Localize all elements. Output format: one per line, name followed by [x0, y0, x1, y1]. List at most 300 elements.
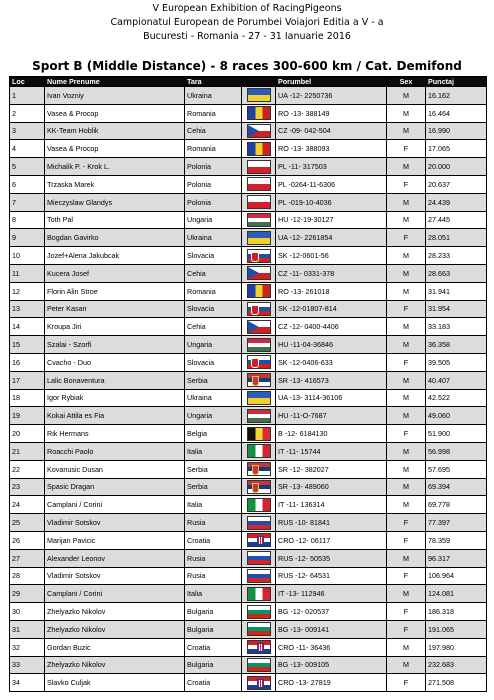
serbia-flag-icon [247, 462, 271, 476]
cell-loc: 10 [10, 247, 45, 265]
russia-flag-icon [247, 551, 271, 565]
cell-loc: 27 [10, 549, 45, 567]
cell-punctaj: 31.954 [426, 300, 487, 318]
cell-flag [242, 674, 276, 692]
table-row [10, 264, 487, 282]
table-row [10, 531, 487, 549]
cell-flag [242, 371, 276, 389]
cell-porumbel: HU -11-O-7687 [276, 407, 387, 425]
cell-porumbel: PL -019-10-4036 [276, 193, 387, 211]
table-row [10, 104, 487, 122]
italy-flag-icon [247, 498, 271, 512]
italy-flag-icon [247, 444, 271, 458]
cell-porumbel: RO -13- 261018 [276, 282, 387, 300]
cell-sex: F [387, 674, 426, 692]
cell-porumbel: CRO -12- 06117 [276, 531, 387, 549]
cell-loc: 30 [10, 603, 45, 621]
cell-flag [242, 585, 276, 603]
cell-sex: M [387, 158, 426, 176]
table-header-row [10, 77, 487, 87]
cell-punctaj: 191.065 [426, 620, 487, 638]
cell-flag [242, 656, 276, 674]
cell-flag [242, 514, 276, 532]
bulgaria-flag-icon [247, 658, 271, 672]
cell-punctaj: 69.778 [426, 496, 487, 514]
bulgaria-flag-icon [247, 622, 271, 636]
document-header [0, 0, 494, 46]
cell-loc: 23 [10, 478, 45, 496]
table-row [10, 567, 487, 585]
table-row [10, 87, 487, 105]
cell-tara: Ukraina [185, 389, 242, 407]
cell-tara: Italia [185, 496, 242, 514]
cell-loc: 3 [10, 122, 45, 140]
cell-sex: M [387, 211, 426, 229]
cell-punctaj: 33.183 [426, 318, 487, 336]
slovakia-flag-icon [247, 355, 271, 369]
cell-nume: Toth Pal [45, 211, 185, 229]
cell-flag [242, 175, 276, 193]
cell-punctaj: 28.233 [426, 247, 487, 265]
serbia-flag-icon [247, 480, 271, 494]
cell-sex: F [387, 603, 426, 621]
cell-flag [242, 336, 276, 354]
cell-tara: Romania [185, 104, 242, 122]
cell-porumbel: HU -12-19-30127 [276, 211, 387, 229]
cell-nume: Ivan Vozniy [45, 87, 185, 105]
cell-porumbel: CZ -11- 0331-378 [276, 264, 387, 282]
czech-flag-icon [247, 124, 271, 138]
cell-punctaj: 31.941 [426, 282, 487, 300]
czech-flag-icon [247, 320, 271, 334]
cell-sex: M [387, 87, 426, 105]
cell-nume: Rik Hermans [45, 425, 185, 443]
cell-nume: Michalik P. - Krok L. [45, 158, 185, 176]
cell-loc: 12 [10, 282, 45, 300]
table-row [10, 229, 487, 247]
cell-flag [242, 140, 276, 158]
cell-loc: 33 [10, 656, 45, 674]
cell-tara: Cehia [185, 122, 242, 140]
cell-porumbel: IT -13- 112946 [276, 585, 387, 603]
cell-porumbel: SK -12-01807-814 [276, 300, 387, 318]
cell-nume: Zhelyazko Nikolov [45, 656, 185, 674]
cell-tara: Italia [185, 585, 242, 603]
cell-punctaj: 78.359 [426, 531, 487, 549]
cell-loc: 13 [10, 300, 45, 318]
cell-punctaj: 20.637 [426, 175, 487, 193]
cell-loc: 6 [10, 175, 45, 193]
cell-tara: Slovacia [185, 353, 242, 371]
cell-punctaj: 197.980 [426, 638, 487, 656]
cell-tara: Croatia [185, 531, 242, 549]
cell-nume: Igor Rybiak [45, 389, 185, 407]
cell-nume: Mieczyslaw Glandys [45, 193, 185, 211]
column-header-flag [242, 77, 276, 87]
table-row [10, 514, 487, 532]
cell-loc: 8 [10, 211, 45, 229]
cell-porumbel: PL -0264-11-6306 [276, 175, 387, 193]
cell-punctaj: 42.522 [426, 389, 487, 407]
cell-sex: F [387, 425, 426, 443]
cell-porumbel: UA -13- 3114-36106 [276, 389, 387, 407]
table-row [10, 460, 487, 478]
cell-nume: Kucera Josef [45, 264, 185, 282]
table-row [10, 193, 487, 211]
table-row [10, 282, 487, 300]
column-header-sex: Sex [387, 77, 426, 87]
cell-nume: Peter Kasan [45, 300, 185, 318]
cell-porumbel: BG -12- 020537 [276, 603, 387, 621]
cell-nume: Cvacho - Duo [45, 353, 185, 371]
cell-flag [242, 158, 276, 176]
cell-sex: F [387, 531, 426, 549]
cell-punctaj: 16.464 [426, 104, 487, 122]
cell-loc: 31 [10, 620, 45, 638]
cell-porumbel: RO -13- 388149 [276, 104, 387, 122]
cell-punctaj: 51.900 [426, 425, 487, 443]
cell-flag [242, 603, 276, 621]
cell-nume: Vasea & Procop [45, 104, 185, 122]
cell-loc: 17 [10, 371, 45, 389]
cell-loc: 28 [10, 567, 45, 585]
cell-sex: F [387, 567, 426, 585]
ukraine-flag-icon [247, 391, 271, 405]
table-row [10, 656, 487, 674]
results-title: Sport B (Middle Distance) - 8 races 300-600 km / Cat. Demifond [32, 59, 462, 73]
table-row [10, 122, 487, 140]
cell-punctaj: 271.508 [426, 674, 487, 692]
cell-porumbel: UA -12- 2261854 [276, 229, 387, 247]
cell-tara: Polonia [185, 158, 242, 176]
cell-punctaj: 27.445 [426, 211, 487, 229]
cell-nume: Jozef+Alena Jakubcak [45, 247, 185, 265]
romania-flag-icon [247, 106, 271, 120]
cell-sex: M [387, 104, 426, 122]
cell-loc: 5 [10, 158, 45, 176]
cell-sex: M [387, 442, 426, 460]
cell-loc: 14 [10, 318, 45, 336]
table-row [10, 353, 487, 371]
cell-flag [242, 122, 276, 140]
cell-tara: Croatia [185, 638, 242, 656]
slovakia-flag-icon [247, 302, 271, 316]
cell-loc: 16 [10, 353, 45, 371]
cell-nume: Zhelyazko Nikolov [45, 603, 185, 621]
cell-sex: M [387, 282, 426, 300]
cell-tara: Cehia [185, 318, 242, 336]
table-row [10, 549, 487, 567]
cell-tara: Bulgaria [185, 656, 242, 674]
cell-tara: Italia [185, 442, 242, 460]
cell-punctaj: 20.000 [426, 158, 487, 176]
cell-punctaj: 17.065 [426, 140, 487, 158]
cell-sex: F [387, 140, 426, 158]
table-row [10, 300, 487, 318]
cell-tara: Ungaria [185, 407, 242, 425]
table-row [10, 638, 487, 656]
italy-flag-icon [247, 587, 271, 601]
cell-nume: Marijan Pavicic [45, 531, 185, 549]
cell-tara: Rusia [185, 567, 242, 585]
cell-loc: 32 [10, 638, 45, 656]
cell-nume: Zhelyazko Nikolov [45, 620, 185, 638]
cell-flag [242, 193, 276, 211]
cell-sex: M [387, 318, 426, 336]
cell-punctaj: 232.683 [426, 656, 487, 674]
cell-punctaj: 57.695 [426, 460, 487, 478]
serbia-flag-icon [247, 373, 271, 387]
cell-sex: F [387, 353, 426, 371]
cell-flag [242, 638, 276, 656]
bulgaria-flag-icon [247, 605, 271, 619]
cell-porumbel: CZ -09- 042-504 [276, 122, 387, 140]
cell-loc: 25 [10, 514, 45, 532]
ukraine-flag-icon [247, 88, 271, 102]
cell-punctaj: 124.081 [426, 585, 487, 603]
cell-tara: Bulgaria [185, 603, 242, 621]
cell-sex: M [387, 247, 426, 265]
cell-nume: Slavko Culjak [45, 674, 185, 692]
cell-nume: Kovanusic Dusan [45, 460, 185, 478]
cell-flag [242, 247, 276, 265]
cell-loc: 19 [10, 407, 45, 425]
cell-nume: Spasic Dragan [45, 478, 185, 496]
cell-loc: 22 [10, 460, 45, 478]
cell-flag [242, 211, 276, 229]
cell-nume: Bogdan Gavirko [45, 229, 185, 247]
cell-tara: Ukraina [185, 229, 242, 247]
table-row [10, 247, 487, 265]
cell-nume: Florin Alin Stroe [45, 282, 185, 300]
cell-tara: Croatia [185, 674, 242, 692]
results-table [9, 76, 487, 692]
cell-tara: Ungaria [185, 211, 242, 229]
cell-sex: F [387, 514, 426, 532]
cell-punctaj: 28.051 [426, 229, 487, 247]
cell-loc: 24 [10, 496, 45, 514]
table-row [10, 211, 487, 229]
cell-sex: M [387, 656, 426, 674]
cell-porumbel: CRO -11- 36436 [276, 638, 387, 656]
poland-flag-icon [247, 160, 271, 174]
table-row [10, 478, 487, 496]
column-header-punctaj: Punctaj [426, 77, 487, 87]
cell-porumbel: BG -13- 009141 [276, 620, 387, 638]
table-row [10, 425, 487, 443]
poland-flag-icon [247, 177, 271, 191]
cell-sex: M [387, 478, 426, 496]
cell-sex: M [387, 336, 426, 354]
table-row [10, 674, 487, 692]
cell-loc: 9 [10, 229, 45, 247]
header-line-1: V European Exhibition of RacingPigeons [152, 3, 342, 14]
cell-tara: Rusia [185, 514, 242, 532]
table-row [10, 442, 487, 460]
cell-punctaj: 24.439 [426, 193, 487, 211]
cell-porumbel: UA -12- 2250736 [276, 87, 387, 105]
cell-sex: F [387, 229, 426, 247]
cell-flag [242, 264, 276, 282]
cell-flag [242, 549, 276, 567]
column-header-nume: Nume Prenume [45, 77, 185, 87]
cell-porumbel: SR -12- 382027 [276, 460, 387, 478]
cell-flag [242, 353, 276, 371]
cell-porumbel: IT -11- 136314 [276, 496, 387, 514]
cell-sex: M [387, 407, 426, 425]
cell-nume: Gordan Buzic [45, 638, 185, 656]
cell-sex: M [387, 638, 426, 656]
cell-sex: M [387, 460, 426, 478]
cell-porumbel: SR -13- 489060 [276, 478, 387, 496]
cell-punctaj: 16.990 [426, 122, 487, 140]
table-row [10, 158, 487, 176]
cell-loc: 4 [10, 140, 45, 158]
cell-sex: M [387, 371, 426, 389]
cell-tara: Polonia [185, 175, 242, 193]
cell-tara: Rusia [185, 549, 242, 567]
cell-tara: Ungaria [185, 336, 242, 354]
cell-porumbel: IT -11- 15744 [276, 442, 387, 460]
cell-porumbel: HU -11-04-36846 [276, 336, 387, 354]
cell-flag [242, 442, 276, 460]
cell-porumbel: B -12- 6184130 [276, 425, 387, 443]
cell-flag [242, 407, 276, 425]
cell-flag [242, 531, 276, 549]
cell-punctaj: 186.318 [426, 603, 487, 621]
cell-flag [242, 282, 276, 300]
table-row [10, 620, 487, 638]
cell-loc: 26 [10, 531, 45, 549]
cell-loc: 21 [10, 442, 45, 460]
table-row [10, 175, 487, 193]
table-row [10, 496, 487, 514]
romania-flag-icon [247, 142, 271, 156]
cell-porumbel: RUS -10- 81841 [276, 514, 387, 532]
cell-loc: 15 [10, 336, 45, 354]
cell-punctaj: 56.998 [426, 442, 487, 460]
cell-flag [242, 300, 276, 318]
cell-porumbel: SK -12-0601-56 [276, 247, 387, 265]
cell-tara: Romania [185, 140, 242, 158]
hungary-flag-icon [247, 409, 271, 423]
column-header-loc: Loc [10, 77, 45, 87]
cell-loc: 20 [10, 425, 45, 443]
cell-porumbel: PL -11- 317503 [276, 158, 387, 176]
cell-punctaj: 36.358 [426, 336, 487, 354]
cell-nume: Vladimir Sotskov [45, 567, 185, 585]
cell-tara: Polonia [185, 193, 242, 211]
cell-loc: 1 [10, 87, 45, 105]
cell-sex: F [387, 300, 426, 318]
cell-sex: M [387, 496, 426, 514]
cell-flag [242, 425, 276, 443]
cell-loc: 11 [10, 264, 45, 282]
cell-loc: 18 [10, 389, 45, 407]
cell-tara: Serbia [185, 460, 242, 478]
croatia-flag-icon [247, 640, 271, 654]
cell-porumbel: RUS -12- 50535 [276, 549, 387, 567]
header-line-3: Bucuresti - Romania - 27 - 31 Ianuarie 2016 [143, 31, 351, 42]
slovakia-flag-icon [247, 249, 271, 263]
russia-flag-icon [247, 569, 271, 583]
cell-flag [242, 567, 276, 585]
cell-sex: F [387, 175, 426, 193]
croatia-flag-icon [247, 676, 271, 690]
cell-punctaj: 39.505 [426, 353, 487, 371]
cell-flag [242, 389, 276, 407]
cell-sex: M [387, 549, 426, 567]
cell-tara: Bulgaria [185, 620, 242, 638]
cell-nume: Vladimir Sotskov [45, 514, 185, 532]
cell-tara: Ukraina [185, 87, 242, 105]
cell-tara: Serbia [185, 371, 242, 389]
cell-flag [242, 478, 276, 496]
table-row [10, 140, 487, 158]
cell-loc: 34 [10, 674, 45, 692]
column-header-tara: Tara [185, 77, 242, 87]
cell-sex: F [387, 620, 426, 638]
cell-punctaj: 16.162 [426, 87, 487, 105]
cell-nume: Trzaska Marek [45, 175, 185, 193]
table-row [10, 336, 487, 354]
cell-porumbel: CZ -12- 0400-4406 [276, 318, 387, 336]
cell-loc: 2 [10, 104, 45, 122]
cell-flag [242, 87, 276, 105]
croatia-flag-icon [247, 533, 271, 547]
cell-nume: Lalic Bonaventura [45, 371, 185, 389]
table-row [10, 603, 487, 621]
cell-punctaj: 49.060 [426, 407, 487, 425]
cell-punctaj: 106.964 [426, 567, 487, 585]
cell-sex: M [387, 193, 426, 211]
cell-sex: M [387, 264, 426, 282]
cell-nume: Roacchi Paolo [45, 442, 185, 460]
romania-flag-icon [247, 284, 271, 298]
cell-tara: Cehia [185, 264, 242, 282]
table-row [10, 407, 487, 425]
table-row [10, 318, 487, 336]
cell-punctaj: 77.397 [426, 514, 487, 532]
cell-nume: Camplani / Corini [45, 585, 185, 603]
cell-tara: Serbia [185, 478, 242, 496]
cell-porumbel: CRO -13- 27819 [276, 674, 387, 692]
cell-sex: M [387, 389, 426, 407]
cell-loc: 29 [10, 585, 45, 603]
ukraine-flag-icon [247, 231, 271, 245]
cell-sex: M [387, 585, 426, 603]
table-row [10, 585, 487, 603]
cell-loc: 7 [10, 193, 45, 211]
cell-tara: Romania [185, 282, 242, 300]
cell-tara: Slovacia [185, 300, 242, 318]
czech-flag-icon [247, 266, 271, 280]
table-row [10, 389, 487, 407]
cell-porumbel: BG -13- 009105 [276, 656, 387, 674]
cell-porumbel: RUS -12- 64531 [276, 567, 387, 585]
cell-punctaj: 40.407 [426, 371, 487, 389]
cell-tara: Slovacia [185, 247, 242, 265]
belgium-flag-icon [247, 427, 271, 441]
hungary-flag-icon [247, 213, 271, 227]
cell-nume: Kroupa Jiri [45, 318, 185, 336]
cell-nume: Szalai - Szorfi [45, 336, 185, 354]
cell-punctaj: 69.394 [426, 478, 487, 496]
cell-flag [242, 496, 276, 514]
cell-punctaj: 28.663 [426, 264, 487, 282]
header-line-2: Campionatul European de Porumbei Voiajori Editia a V - a [110, 17, 384, 28]
hungary-flag-icon [247, 338, 271, 352]
